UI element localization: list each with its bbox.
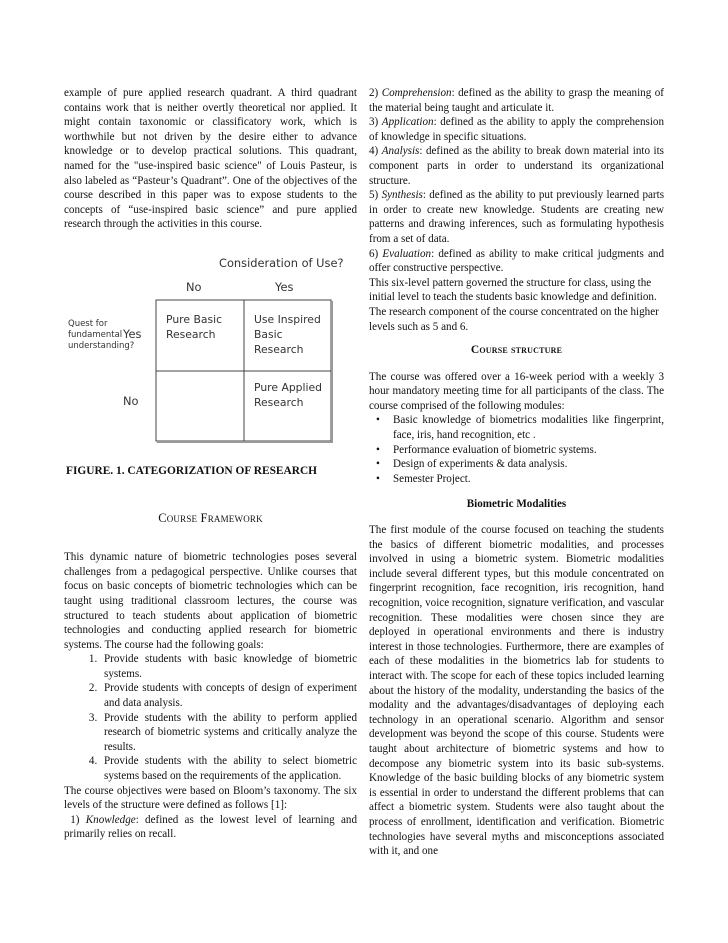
goal-item: 4. Provide students with the ability to select biometric systems based on the requirements of the application. (100, 754, 357, 783)
intro-paragraph: example of pure applied research quadrant. A third quadrant contains work that is neither overtly theoretical nor applied. It might contain taxonomic or classificatory work, which is worthwhile but not driven by the desire either to advance knowledge or to develop practical solutions. This quadrant, named for the "use-inspired basic science" of Louis Pasteur, is also labeled as “Pasteur’s Quadrant”. One of the objectives of the course described in this paper was to expose students to the concepts of “use-inspired basic science” and pure applied research through the activities in this course. (64, 87, 357, 231)
left-column (64, 86, 357, 842)
figure-row-no: No (123, 393, 139, 408)
figure-col-no: No (186, 279, 202, 294)
quadrant-use-inspired: Use Inspired Basic Research (254, 312, 321, 356)
goal-item: 3. Provide students with the ability to perform applied research of biometric systems and critically analyze the results. (100, 711, 357, 755)
research-quadrant-figure (64, 232, 357, 456)
module-item: • Design of experiments & data analysis. (393, 457, 664, 472)
bloom-paragraph: The course objectives were based on Bloom’s taxonomy. The six levels of the structure were defined as follows [1]: (64, 784, 357, 812)
level-1-knowledge: 1) Knowledge: defined as the lowest level of learning and primarily relies on recall. (64, 813, 357, 841)
module-item: • Performance evaluation of biometric systems. (393, 443, 664, 458)
figure-top-title: Consideration of Use? (219, 255, 344, 270)
modalities-paragraph: The first module of the course focused on teaching the students the basics of different biometric modalities, and processes involved in using a biometric system. Biometric modalities include several different types, but this module concentrated on fingerprint recognition, face recognition, iris recognition, hand recognition, voice recognition, signature verification, and vascular recognition. These modalities were chosen since they are deployed in operational environments and there is industry interest in those technologies. Furthermore, there are examples of each of these modalities in the biometrics lab for students to interact with. The scope for each of these topics included learning about the history of the modality, understanding the basics of the modality and the advantages/disadvantages of deploying each technology in an operational scenario. Algorithm and sensor development was beyond the scope of this course. Students were taught about architecture of biometric systems and how to decompose any biometric system into its basic sub-systems. Knowledge of the basic building blocks of any biometric system is essential in order to understand the different problems that can affect a biometric system. Students were also taught about the process of enrollment, identification and verification. Biometric technologies have several myths and misconceptions associated with it, and one (369, 524, 664, 858)
goals-list (64, 652, 357, 783)
structure-paragraph: The course was offered over a 16-week period with a weekly 3 hour mandatory meeting time for all participants of the class. The course comprised of the following modules: (369, 370, 664, 412)
figure-caption: FIGURE. 1. CATEGORIZATION OF RESEARCH (66, 464, 318, 477)
quadrant-pure-applied: Pure Applied Research (254, 380, 323, 409)
figure-row-yes: Yes (123, 326, 142, 341)
module-item: • Semester Project. (393, 472, 664, 487)
framework-paragraph: This dynamic nature of biometric technologies poses several challenges from a pedagogical perspective. Unlike courses that focus on basic concepts of biometric technologies which can be taught using traditional classroom lectures, the course was structured to teach students about application of biometric technologies and conducting applied research for biometric systems. The course had the following goals: (64, 551, 357, 651)
level-6-evaluation: 6) Evaluation: defined as ability to make critical judgments and offer constructive perspective. (369, 247, 665, 275)
biometric-modalities-heading: Biometric Modalities (466, 498, 567, 511)
modules-list (369, 413, 664, 486)
course-structure-heading: Course structure (470, 344, 563, 357)
quadrant-pure-basic: Pure Basic Research (166, 312, 223, 341)
figure-side-question: Quest for fundamental understanding? (68, 318, 135, 351)
right-column (369, 86, 664, 859)
level-4-analysis: 4) Analysis: defined as the ability to break down material into its component parts in order to understand its organizational structure. (369, 145, 664, 187)
goal-item: 1. Provide students with basic knowledge of biometric systems. (100, 652, 357, 681)
goal-item: 2. Provide students with concepts of design of experiment and data analysis. (100, 681, 357, 710)
figure-col-yes: Yes (275, 279, 294, 294)
pattern-paragraph: This six-level pattern governed the structure for class, using the initial level to teach the students basic knowledge and definition. The research component of the course concentrated on the higher levels such as 5 and 6. (369, 276, 659, 333)
level-2-comprehension: 2) Comprehension: defined as the ability to grasp the meaning of the material being taught and articulate it. (369, 87, 664, 114)
level-3-application: 3) Application: defined as the ability to apply the comprehension of knowledge in specific situations. (369, 116, 665, 143)
course-framework-heading: Course Framework (158, 510, 263, 525)
level-5-synthesis: 5) Synthesis: defined as the ability to put previously learned parts in order to create new knowledge. Students are creating new patterns and drawing inferences, such as formulating hypothesis from a set of data. (369, 189, 665, 245)
module-item: • Basic knowledge of biometrics modalities like fingerprint, face, iris, hand recognition, etc . (393, 413, 664, 442)
